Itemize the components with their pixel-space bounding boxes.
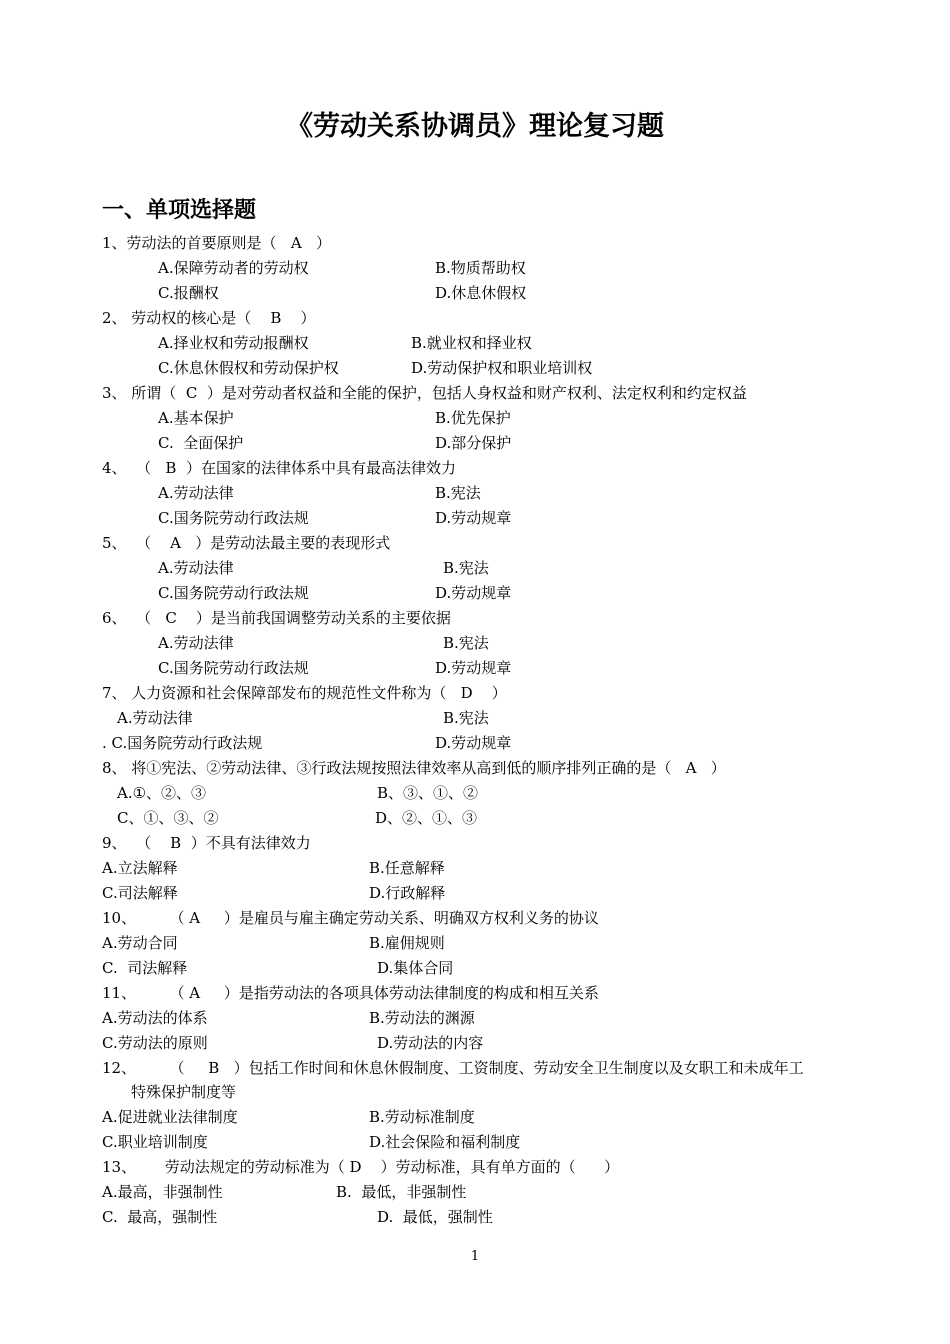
question-12: 12、 （ B ）包括工作时间和休息休假制度、工资制度、劳动安全卫生制度以及女职工和未成年工 (102, 1059, 804, 1077)
option-text: D. 最低，强制性 (377, 1208, 493, 1226)
option-text: A.劳动法律 (158, 484, 234, 502)
option-text: C、①、③、② (117, 809, 219, 827)
option-text: C.国务院劳动行政法规 (158, 659, 309, 677)
option-text: A.最高，非强制性 (102, 1183, 223, 1201)
option-text: C.国务院劳动行政法规 (158, 509, 309, 527)
question-1: 1、劳动法的首要原则是（ A ） (102, 234, 331, 252)
option-text: D.部分保护 (435, 434, 512, 452)
option-text: B. 最低，非强制性 (336, 1183, 467, 1201)
option-text: C.劳动法的原则 (102, 1034, 208, 1052)
question-12-continuation: 特殊保护制度等 (131, 1083, 237, 1101)
question-13: 13、 劳动法规定的劳动标准为（ D ）劳动标准，具有单方面的（ ） (102, 1158, 620, 1176)
option-text: B、③、①、② (377, 784, 479, 802)
option-text: D.社会保险和福利制度 (369, 1133, 521, 1151)
option-text: C. 司法解释 (102, 959, 188, 977)
question-3: 3、 所谓（ C ）是对劳动者权益和全能的保护，包括人身权益和财产权利、法定权利和约定权益 (102, 384, 747, 402)
option-text: A.劳动法的体系 (102, 1009, 208, 1027)
option-text: C. 最高，强制性 (102, 1208, 218, 1226)
option-text: A.立法解释 (102, 859, 178, 877)
option-text: B.宪法 (443, 634, 489, 652)
question-10: 10、 （ A ）是雇员与雇主确定劳动关系、明确双方权利义务的协议 (102, 909, 599, 927)
option-text: A.基本保护 (158, 409, 234, 427)
option-text: C.休息休假权和劳动保护权 (158, 359, 339, 377)
option-text: A.劳动法律 (158, 634, 234, 652)
option-text: B.任意解释 (369, 859, 445, 877)
option-text: B.宪法 (435, 484, 481, 502)
question-11: 11、 （ A ）是指劳动法的各项具体劳动法律制度的构成和相互关系 (102, 984, 599, 1002)
option-text: B.优先保护 (435, 409, 511, 427)
question-7: 7、 人力资源和社会保障部发布的规范性文件称为（ D ） (102, 684, 507, 702)
option-text: C.报酬权 (158, 284, 219, 302)
option-text: A.劳动法律 (117, 709, 193, 727)
option-text: D.劳动保护权和职业培训权 (411, 359, 593, 377)
question-4: 4、 （ B ）在国家的法律体系中具有最高法律效力 (102, 459, 456, 477)
option-text: D.劳动规章 (435, 509, 512, 527)
option-text: D.劳动法的内容 (377, 1034, 484, 1052)
question-2: 2、 劳动权的核心是（ B ） (102, 309, 316, 327)
option-text: D.劳动规章 (435, 659, 512, 677)
option-text: D.休息休假权 (435, 284, 527, 302)
option-text: D.劳动规章 (435, 584, 512, 602)
option-text: B.劳动法的渊源 (369, 1009, 475, 1027)
question-6: 6、 （ C ）是当前我国调整劳动关系的主要依据 (102, 609, 451, 627)
question-8: 8、 将①宪法、②劳动法律、③行政法规按照法律效率从高到低的顺序排列正确的是（ A ） (102, 759, 726, 777)
option-text: D.集体合同 (377, 959, 454, 977)
option-text: B.宪法 (443, 709, 489, 727)
option-text: D、②、①、③ (375, 809, 478, 827)
option-text: D.行政解释 (369, 884, 446, 902)
option-text: A.择业权和劳动报酬权 (158, 334, 309, 352)
option-text: A.劳动法律 (158, 559, 234, 577)
option-text: C. 全面保护 (158, 434, 244, 452)
option-text: . C.国务院劳动行政法规 (102, 734, 263, 752)
option-text: B.物质帮助权 (435, 259, 526, 277)
option-text: B.宪法 (443, 559, 489, 577)
document-title: 《劳动关系协调员》理论复习题 (286, 111, 664, 142)
question-9: 9、 （ B ）不具有法律效力 (102, 834, 311, 852)
option-text: B.劳动标准制度 (369, 1108, 475, 1126)
option-text: A.促进就业法律制度 (102, 1108, 238, 1126)
page-number: 1 (470, 1249, 480, 1264)
question-5: 5、 （ A ）是劳动法最主要的表现形式 (102, 534, 391, 552)
option-text: D.劳动规章 (435, 734, 512, 752)
option-text: C.职业培训制度 (102, 1133, 208, 1151)
option-text: B.雇佣规则 (369, 934, 445, 952)
option-text: A.保障劳动者的劳动权 (158, 259, 309, 277)
option-text: C.司法解释 (102, 884, 178, 902)
section-heading: 一、单项选择题 (102, 198, 257, 223)
option-text: A.①、②、③ (117, 784, 207, 802)
option-text: C.国务院劳动行政法规 (158, 584, 309, 602)
option-text: B.就业权和择业权 (411, 334, 532, 352)
option-text: A.劳动合同 (102, 934, 178, 952)
